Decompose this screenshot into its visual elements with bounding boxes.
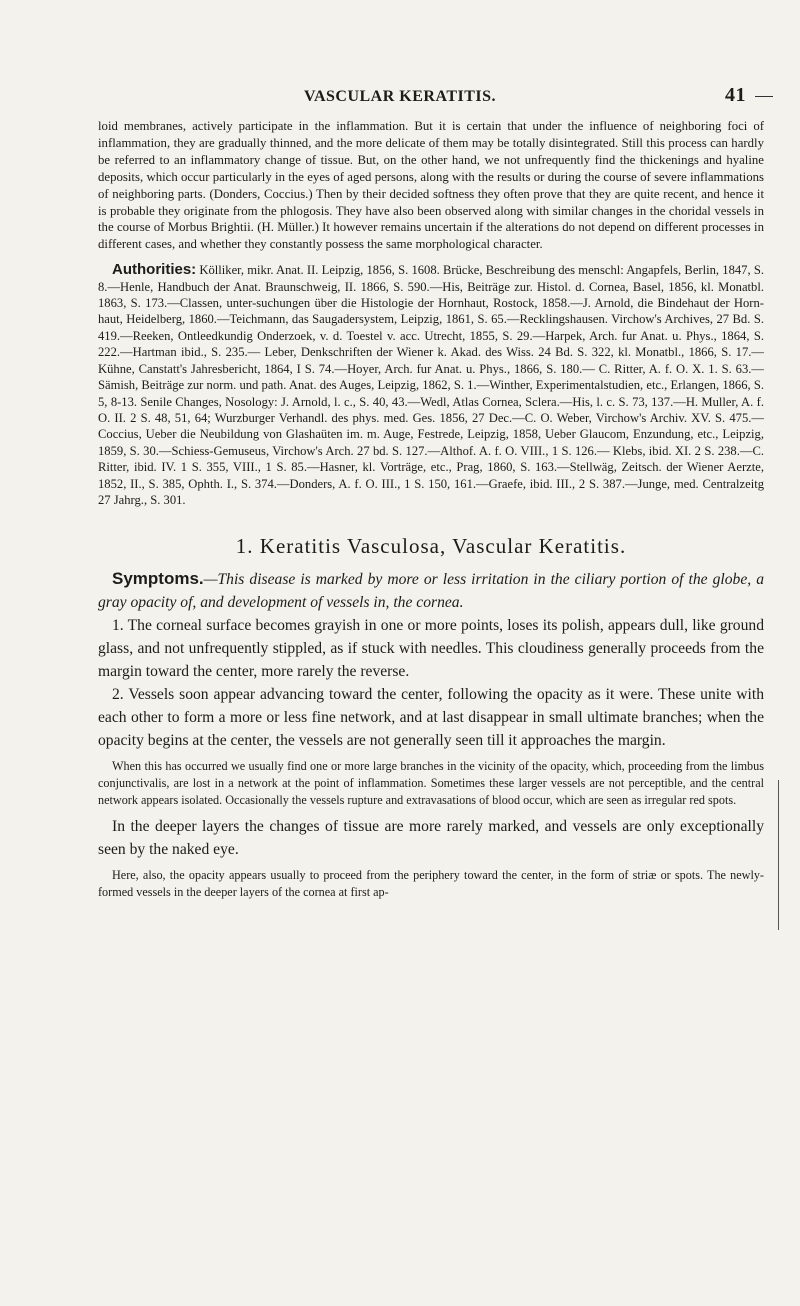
authorities-paragraph bbox=[98, 262, 764, 508]
symptoms-intro bbox=[98, 567, 764, 614]
note-vessels: When this has occurred we usually find one or more large branches in the vicinity of the opacity, which, proceeding from the limbus conjunctivalis, are lost in a network at the point of inflammation. Sometimes these larger vessels are not perceptible, and the central network appears isolated. Occasionally the vessels rupture and extravasations of blood occur, which are seen as irregular red spots. bbox=[98, 759, 764, 807]
page-header bbox=[0, 84, 800, 112]
section-heading: 1. Keratitis Vasculosa, Vascular Keratitis. bbox=[235, 534, 627, 559]
note-opacity: Here, also, the opacity appears usually to proceed from the periphery toward the center, in the form of striæ or spots. The newly-formed vessels in the deeper layers of the cornea at first ap- bbox=[98, 867, 764, 899]
symptoms-section bbox=[98, 567, 764, 752]
deeper-layers-paragraph: In the deeper layers the changes of tissue are more rarely marked, and vessels are only exceptionally seen by the naked eye. bbox=[98, 817, 764, 858]
symptom-item-1: 1. The corneal surface becomes grayish in one or more points, loses its polish, appears dull, like ground glass, and not unfrequently stippled, as if stuck with needles. This cloudiness generally proceeds from the margin toward the center, more rarely the reverse. bbox=[98, 617, 764, 681]
symptoms-summary: —This disease is marked by more or less irritation in the ciliary portion of the globe, a gray opacity of, and development of vessels in, the cornea. bbox=[98, 571, 764, 612]
symptoms-label: Symptoms. bbox=[112, 569, 204, 589]
symptom-item-2: 2. Vessels soon appear advancing toward the center, following the opacity as it were. These unite with each other to form a more or less fine network, and at last disappear in small ultimate branches; when the opacity begins at the center, the vessels are not generally seen till it approaches the margin. bbox=[98, 686, 764, 750]
page-body bbox=[98, 118, 764, 906]
intro-paragraph: loid membranes, actively participate in the inflammation. But it is certain that under the influence of neighboring foci of inflammation, they are gradually thinned, and the more delicate of them may be totally disintegrated. Still this process can hardly be referred to an inflammatory change of tissue. But, on the other hand, we not unfrequently find the thickenings and hyaline deposits, which occur particularly in the eyes of aged persons, along with the results or during the course of severe inflammations of neighboring parts. (Donders, Coccius.) Then by their decided softness they often prove that they are quite recent, and hence it is probable they originate from the phlogosis. They have also been observed along with similar changes in the choridal vessels in the course of Morbus Brightii. (H. Müller.) It however remains uncertain if the alterations do not depend on different processes in different cases, and whether they constantly possess the same morphological character. bbox=[98, 119, 764, 252]
margin-mark bbox=[778, 780, 779, 930]
authorities-label: Authorities: bbox=[112, 261, 197, 279]
authorities-text: Kölliker, mikr. Anat. II. Leipzig, 1856, S. 1608. Brücke, Beschreibung des menschl: Angapfels, Berlin, 1847, S. 8.—Henle, Handbuch der Anat. Braunschweig, II. 1866, S. 590.—His, Beiträge zur. Histol. d. Cornea, Basel, 1856, kl. Monatbl. 1863, S. 173.—Classen, unter-suchungen über die Histologie der Hornhaut, Rostock, 1858.—J. Arnold, die Bindehaut der Horn-haut, Heidelberg, 1860.—Teichmann, das Saugadersystem, Leipzig, 1861, S. 65.—Recklingshausen. Virchow's Archives, 27 Bd. S. 419.—Reeken, Ontleedkundig Onderzoek, v. d. Toestel v. acc. Utrecht, 1855, S. 29.—Harpek, Arch. fur Anat. u. Phys., 1864, S. 222.—Hartman ibid., S. 235.— Leber, Denkschriften der Wiener k. Akad. des Wiss. 24 Bd. S. 322, kl. Monatbl., 1866, S. 17.— Kühne, Canstatt's Jahresbericht, 1864, I S. 74.—Hoyer, Arch. fur Anat. u. Phys., 1866, S. 180.— C. Ritter, A. f. O. X. 1. S. 63.—Sämish, Beiträge zur norm. und path. Anat. des Auges, Leipzig, 1862, S. 1.—Winther, Experimentalstudien, etc., Erlangen, 1866, S. 5, 8-13. Senile Changes, Nosology: J. Arnold, l. c., S. 40, 43.—Wedl, Atlas Cornea, Sclera.—His, l. c. S. 73, 137.—H. Muller, A. f. O. II. 2 S. 48, 51, 64; Wurzburger Verhandl. des phys. med. Ges. 1856, 27 Dec.—C. O. Weber, Virchow's Archiv. XV. S. 475.—Coccius, Ueber die Neubildung von Glashaüten im. m. Auge, Festrede, Leipzig, 1858, Ueber Glaucom, Enzundung, etc., Leipzig, 1859, S. 30.—Schiess-Gemuseus, Virchow's Arch. 27 bd. S. 127.—Althof. A. f. O. VIII., 1 S. 126.— Klebs, ibid. XI. 2 S. 238.—C. Ritter, ibid. IV. 1 S. 355, VIII., 1 S. 85.—Hasner, kl. Vorträge, etc., Prag, 1860, S. 163.—Stellwäg, Zeitsch. der Wiener Aerzte, 1852, II., S. 385, Ophth. I., S. 374.—Donders, A. f. O. III., 1 S. 150, 161.—Graefe, ibid. III., 2 S. 387.—Junge, med. Centralzeitg 27 Jahrg., S. 301. bbox=[98, 263, 764, 507]
page-number: 41 bbox=[725, 84, 746, 106]
running-title: VASCULAR KERATITIS. bbox=[303, 88, 497, 105]
